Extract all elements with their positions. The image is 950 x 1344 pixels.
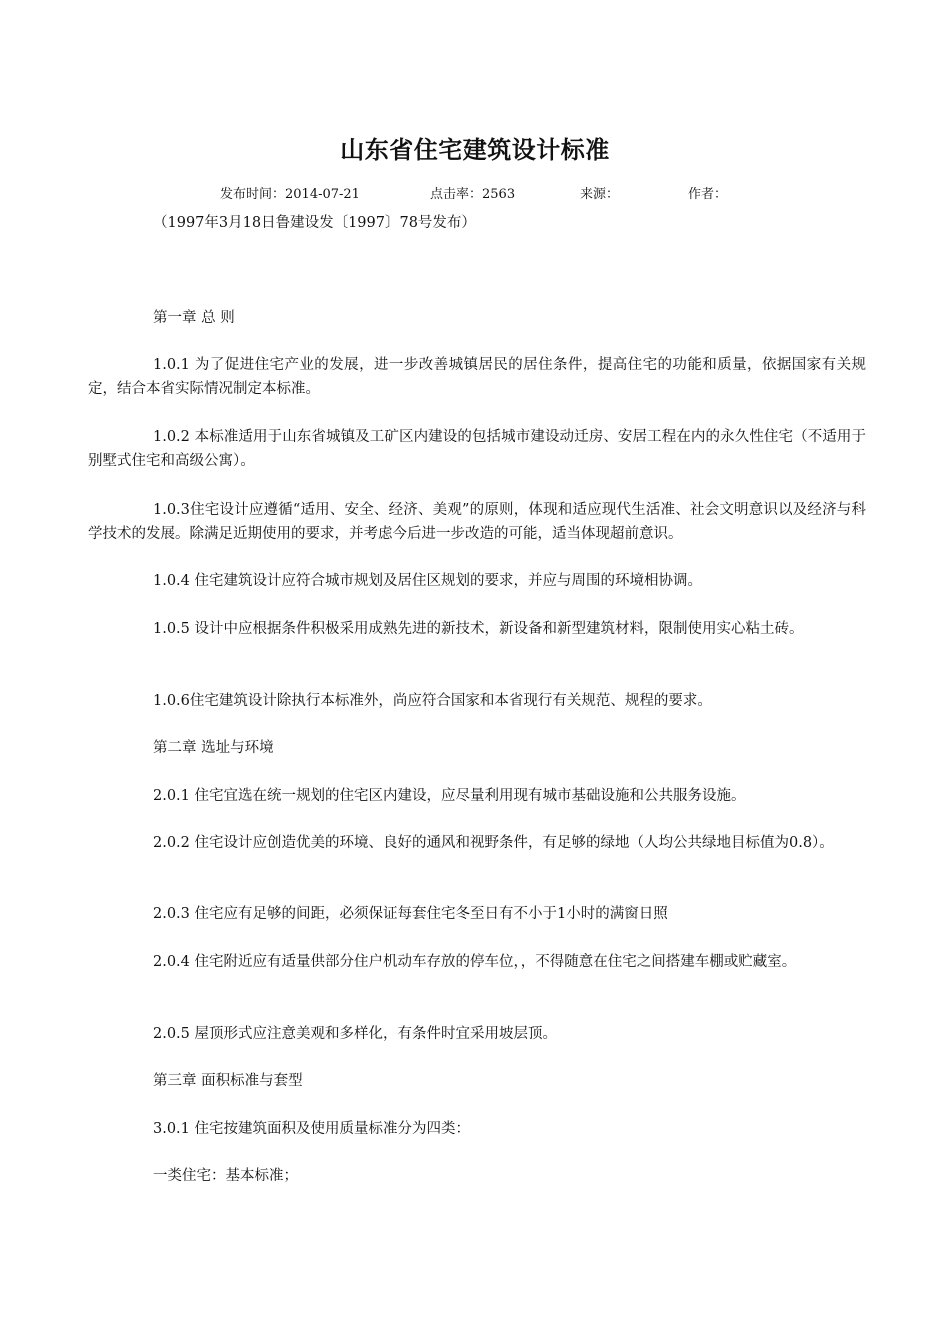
clause-2-0-2: 2.0.2 住宅设计应创造优美的环境、良好的通风和视野条件，有足够的绿地（人均公共绿地目标值为0.8）。 (153, 835, 834, 851)
clause-1-0-3: 1.0.3住宅设计应遵循“适用、安全、经济、美观”的原则，体现和适应现代生活准、社会文明意识以及经济与科学技术的发展。除满足近期使用的要求，并考虑今后进一步改造的可能，适当体现超前意识。 (88, 502, 866, 542)
chapter-3-heading: 第三章 面积标准与套型 (153, 1073, 303, 1089)
class-1-item: 一类住宅：基本标准； (153, 1168, 298, 1184)
publish-date: 发布时间：2014-07-21 (220, 187, 360, 202)
clause-2-0-4: 2.0.4 住宅附近应有适量供部分住户机动车存放的停车位，，不得随意在住宅之间搭建车棚或贮藏室。 (153, 954, 797, 970)
clause-1-0-4: 1.0.4 住宅建筑设计应符合城市规划及居住区规划的要求，并应与周围的环境相协调。 (153, 573, 703, 589)
clause-2-0-1: 2.0.1 住宅宜选在统一规划的住宅区内建设，应尽量利用现有城市基础设施和公共服务设施。 (153, 788, 746, 804)
clause-2-0-3: 2.0.3 住宅应有足够的间距，必须保证每套住宅冬至日有不小于1小时的满窗日照 (153, 906, 668, 922)
clause-1-0-2: 1.0.2 本标准适用于山东省城镇及工矿区内建设的包括城市建设动迁房、安居工程在内的永久性住宅（不适用于别墅式住宅和高级公寓）。 (88, 429, 866, 469)
issue-note: （1997年3月18日鲁建设发〔1997〕78号发布） (153, 215, 476, 231)
clause-1-0-5: 1.0.5 设计中应根据条件积极采用成熟先进的新技术，新设备和新型建筑材料，限制使用实心粘土砖。 (153, 621, 804, 637)
clause-2-0-5: 2.0.5 屋顶形式应注意美观和多样化，有条件时宜采用坡层顶。 (153, 1026, 558, 1042)
clause-1-0-6: 1.0.6住宅建筑设计除执行本标准外，尚应符合国家和本省现行有关规范、规程的要求。 (153, 693, 712, 709)
source-label: 来源： (580, 187, 620, 202)
click-count: 点击率：2563 (430, 187, 516, 202)
chapter-1-heading: 第一章 总 则 (153, 310, 235, 326)
author-label: 作者： (688, 187, 728, 202)
clause-3-0-1: 3.0.1 住宅按建筑面积及使用质量标准分为四类： (153, 1121, 471, 1137)
chapter-2-heading: 第二章 选址与环境 (153, 740, 274, 756)
clause-1-0-1: 1.0.1 为了促进住宅产业的发展，进一步改善城镇居民的居住条件，提高住宅的功能和质量，依据国家有关规定，结合本省实际情况制定本标准。 (88, 357, 866, 397)
document-title: 山东省住宅建筑设计标准 (340, 136, 610, 164)
